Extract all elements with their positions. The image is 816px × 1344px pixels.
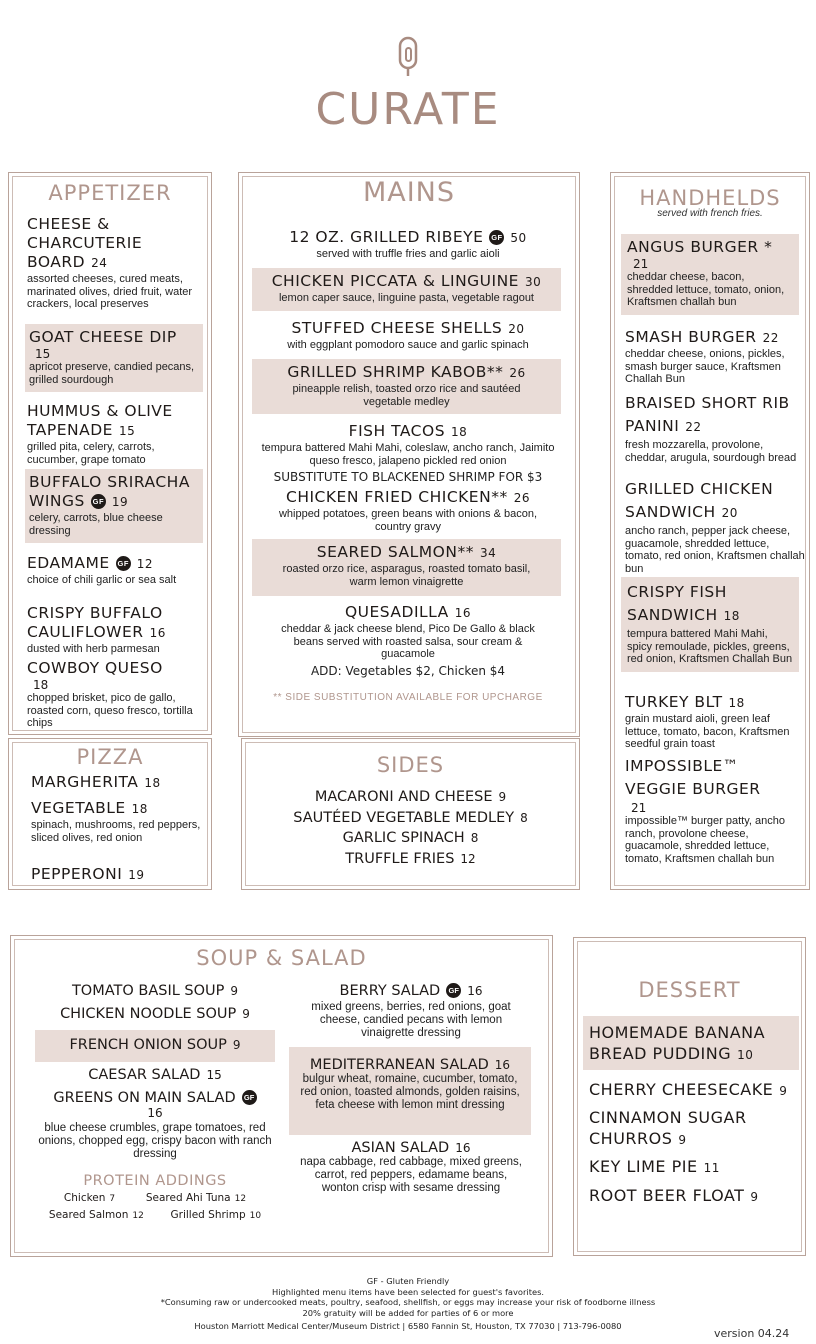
mains-footnote: ** SIDE SUBSTITUTION AVAILABLE FOR UPCHARGE <box>273 692 543 703</box>
item-price: 12 <box>136 557 153 571</box>
soup-item: CHICKEN NOODLE SOUP 9 <box>60 1006 250 1022</box>
soup-salad-title: SOUP & SALAD <box>196 946 367 970</box>
sides-panel <box>241 738 580 890</box>
item-desc: ancho ranch, pepper jack cheese, guacamole, shredded lettuce, tomato, red onion, Kraftsmen challah bun <box>625 525 805 575</box>
item-name: COWBOY QUESO <box>27 659 163 677</box>
menu-item <box>27 550 197 587</box>
menu-item-highlighted <box>252 268 561 311</box>
item-price: 21 <box>633 257 649 271</box>
menu-item <box>589 1156 794 1179</box>
item-desc: grain mustard aioli, green leaf lettuce, tomato, bacon, Kraftsmen seedful grain toast <box>625 713 790 750</box>
item-name: CRISPY FISH SANDWICH <box>627 583 727 624</box>
item-name: VEGETABLE <box>31 799 126 817</box>
item-price: 16 <box>454 606 472 620</box>
handhelds-panel <box>610 172 810 890</box>
item-name: ANGUS BURGER * <box>627 238 773 256</box>
item-desc: dusted with herb parmesan <box>27 643 160 655</box>
item-desc: served with truffle fries and garlic aioli <box>316 248 500 260</box>
item-note: SUBSTITUTE TO BLACKENED SHRIMP FOR $3 <box>273 470 543 484</box>
item-name: CINNAMON SUGAR CHURROS <box>589 1108 747 1148</box>
item-name: CHEESE & CHARCUTERIE BOARD <box>27 215 143 271</box>
menu-item <box>625 478 805 575</box>
menu-item <box>625 755 805 865</box>
item-desc: fresh mozzarella, provolone, cheddar, arugula, sourdough bread <box>625 439 797 464</box>
footer-address: Houston Marriott Medical Center/Museum District | 6580 Fannin St, Houston, TX 77030 | 713-796-0080 <box>194 1321 622 1332</box>
menu-item <box>253 228 563 261</box>
item-name: GOAT CHEESE DIP <box>29 328 177 346</box>
gf-icon: GF <box>116 556 131 571</box>
menu-item <box>589 1107 774 1151</box>
menu-item <box>27 398 197 466</box>
item-price: 24 <box>91 256 108 270</box>
item-name: IMPOSSIBLE™ VEGGIE BURGER <box>625 757 761 798</box>
item-price: 22 <box>762 331 779 345</box>
menu-item <box>27 600 197 656</box>
item-desc: celery, carrots, blue cheese dressing <box>29 512 163 537</box>
item-name: CHERRY CHEESECAKE <box>589 1080 774 1099</box>
menu-item <box>589 1079 794 1102</box>
item-price: 11 <box>703 1161 720 1175</box>
item-name: CRISPY BUFFALO CAULIFLOWER <box>27 604 163 641</box>
item-name: STUFFED CHEESE SHELLS <box>291 319 503 337</box>
item-price: 18 <box>131 802 148 816</box>
gf-icon: GF <box>489 230 504 245</box>
item-price: 50 <box>510 231 527 245</box>
item-name: BRAISED SHORT RIB PANINI <box>625 394 790 435</box>
item-desc: tempura battered Mahi Mahi, spicy remoulade, pickles, greens, red onion, Kraftsmen Challah Bun <box>627 628 793 665</box>
item-name: PEPPERONI <box>31 865 123 883</box>
item-price: 9 <box>779 1084 788 1098</box>
mains-panel <box>238 172 580 737</box>
logo-mark-icon <box>396 36 420 78</box>
pizza-panel <box>8 738 212 890</box>
footer-highlight-note: Highlighted menu items have been selected for guest's favorites. <box>271 1286 545 1297</box>
salad-item: ASIAN SALAD 16 napa cabbage, red cabbage, mixed greens, carrot, red peppers, edamame beans, wonton crisp with sesame dressing <box>300 1140 522 1194</box>
appetizer-title: APPETIZER <box>48 181 172 205</box>
soup-item: TOMATO BASIL SOUP 9 <box>71 983 239 999</box>
item-desc: grilled pita, celery, carrots, cucumber, grape tomato <box>27 441 155 466</box>
item-price: 19 <box>128 868 145 882</box>
dessert-panel <box>573 937 806 1256</box>
menu-item-highlighted <box>621 577 799 672</box>
item-price: 18 <box>451 425 468 439</box>
menu-item <box>589 1185 794 1208</box>
salad-item: GREENS ON MAIN SALAD GF 16 blue cheese crumbles, grape tomatoes, red onions, chopped egg, crispy bacon with ranch dressing <box>38 1090 272 1160</box>
item-price: 16 <box>149 626 166 640</box>
item-desc: cheddar & jack cheese blend, Pico De Gallo & black beans served with roasted salsa, sour cream & guacamole <box>281 623 535 660</box>
side-item: GARLIC SPINACH 8 <box>342 830 479 846</box>
item-price: 22 <box>685 420 702 434</box>
menu-item <box>27 655 197 730</box>
item-name: CHICKEN FRIED CHICKEN** <box>286 488 508 506</box>
item-desc: choice of chili garlic or sea salt <box>27 574 177 586</box>
protein-title: PROTEIN ADDINGS <box>83 1173 227 1189</box>
item-name: CHICKEN PICCATA & LINGUINE <box>271 272 519 290</box>
logo <box>0 36 816 135</box>
item-name: GRILLED CHICKEN SANDWICH <box>625 480 774 521</box>
item-price: 9 <box>678 1133 687 1147</box>
item-name: 12 OZ. GRILLED RIBEYE <box>289 228 484 246</box>
item-price: 34 <box>479 546 497 560</box>
footer-gratuity-note: 20% gratuity will be added for parties of 6 or more <box>302 1307 514 1318</box>
sides-title: SIDES <box>376 753 445 777</box>
pizza-title: PIZZA <box>76 745 144 769</box>
item-price: 18 <box>33 678 49 692</box>
side-item: TRUFFLE FRIES 12 <box>345 850 476 867</box>
item-name: KEY LIME PIE <box>589 1157 698 1176</box>
item-desc: with eggplant pomodoro sauce and garlic spinach <box>287 339 529 351</box>
item-desc: cheddar cheese, onions, pickles, smash burger sauce, Kraftsmen Challah Bun <box>625 348 785 385</box>
side-item: MACARONI AND CHEESE 9 <box>314 789 507 805</box>
menu-item <box>625 328 805 386</box>
menu-item <box>253 488 563 533</box>
item-desc: cheddar cheese, bacon, shredded lettuce, tomato, onion, Kraftsmen challah bun <box>627 271 785 308</box>
footer <box>0 1276 816 1332</box>
item-desc: whipped potatoes, green beans with onions & bacon, country gravy <box>278 508 538 533</box>
gf-icon: GF <box>91 494 106 509</box>
menu-item <box>31 865 201 885</box>
menu-item <box>27 211 197 311</box>
item-desc: tempura battered Mahi Mahi, coleslaw, ancho ranch, Jaimito queso fresco, jalapeno pickled red onion <box>261 442 555 467</box>
item-price: 26 <box>513 491 530 505</box>
item-price: 19 <box>111 495 129 509</box>
sides-list <box>242 787 579 869</box>
menu-item-highlighted <box>583 1016 799 1070</box>
item-price: 9 <box>750 1190 759 1204</box>
menu-item <box>253 422 563 484</box>
menu-item-highlighted <box>25 469 203 543</box>
item-name: SMASH BURGER <box>625 328 757 346</box>
footer-consumption-warning: *Consuming raw or undercooked meats, poultry, seafood, shellfish, or eggs may increase your risk of foodborne illness <box>160 1297 656 1308</box>
item-price: 15 <box>118 424 136 438</box>
item-desc: pineapple relish, toasted orzo rice and sautéed vegetable medley <box>292 383 521 408</box>
menu-item <box>31 773 201 793</box>
item-desc: impossible™ burger patty, ancho ranch, provolone cheese, guacamole, shredded lettuce, tomato, Kraftsmen challah bun <box>625 815 785 865</box>
item-price: 18 <box>728 696 745 710</box>
menu-item <box>31 799 201 844</box>
item-name: GRILLED SHRIMP KABOB** <box>287 363 504 381</box>
menu-item-highlighted <box>25 324 203 392</box>
item-name: QUESADILLA <box>344 603 449 621</box>
handhelds-subtitle: served with french fries. <box>657 208 763 219</box>
item-name: HOMEMADE BANANA BREAD PUDDING <box>589 1023 766 1063</box>
salad-item-highlighted: MEDITERRANEAN SALAD 16 bulgur wheat, romaine, cucumber, tomato, red onion, toasted almonds, golden raisins, feta cheese with lemon mint dressing <box>289 1047 531 1135</box>
item-name: BUFFALO SRIRACHA WINGS <box>29 473 190 510</box>
protein-addings: PROTEIN ADDINGS Chicken 7 Seared Ahi Tuna 12 Seared Salmon 12 Grilled Shrimp 10 <box>31 1173 279 1221</box>
menu-item <box>253 319 563 352</box>
item-note: ADD: Vegetables $2, Chicken $4 <box>310 663 506 678</box>
item-price: 15 <box>35 347 51 361</box>
menu-item <box>625 693 805 751</box>
menu-item <box>625 392 805 464</box>
gf-icon: GF <box>242 1090 257 1105</box>
item-desc: roasted orzo rice, asparagus, roasted tomato basil, warm lemon vinaigrette <box>282 563 531 588</box>
item-name: ROOT BEER FLOAT <box>589 1186 745 1205</box>
item-desc: apricot preserve, candied pecans, grilled sourdough <box>29 361 195 386</box>
menu-item <box>253 603 563 678</box>
logo-wordmark: CURATE <box>315 84 501 135</box>
item-desc: spinach, mushrooms, red peppers, sliced olives, red onion <box>31 819 201 844</box>
handhelds-title: HANDHELDS <box>639 186 781 210</box>
gf-icon: GF <box>446 983 461 998</box>
soup-item-highlighted: FRENCH ONION SOUP 9 <box>35 1030 275 1062</box>
item-price: 10 <box>737 1048 754 1062</box>
item-name: MARGHERITA <box>31 773 139 791</box>
menu-item-highlighted <box>252 359 561 414</box>
version-label: version 04.24 <box>714 1327 790 1340</box>
appetizer-panel <box>8 172 212 735</box>
item-price: 21 <box>631 801 647 815</box>
item-desc: lemon caper sauce, linguine pasta, vegetable ragout <box>278 292 534 304</box>
salad-item: BERRY SALAD GF 16 mixed greens, berries, red onions, goat cheese, candied pecans with lemon vinaigrette dressing <box>311 983 511 1039</box>
soup-salad-panel <box>10 935 553 1257</box>
item-desc: assorted cheeses, cured meats, marinated olives, dried fruit, water crackers, local preserves <box>27 273 193 310</box>
footer-gf-legend: GF - Gluten Friendly <box>366 1276 450 1286</box>
item-name: EDAMAME <box>27 554 110 572</box>
item-price: 18 <box>144 776 161 790</box>
item-price: 26 <box>509 366 526 380</box>
menu-item-highlighted <box>621 234 799 315</box>
item-price: 30 <box>524 275 542 289</box>
item-price: 20 <box>508 322 525 336</box>
side-item: SAUTÉED VEGETABLE MEDLEY 8 <box>293 809 528 826</box>
item-name: TURKEY BLT <box>625 693 723 711</box>
salad-item: CAESAR SALAD 15 <box>88 1067 222 1083</box>
item-name: HUMMUS & OLIVE TAPENADE <box>27 402 173 439</box>
item-price: 18 <box>723 609 740 623</box>
item-desc: chopped brisket, pico de gallo, roasted corn, queso fresco, tortilla chips <box>27 692 193 729</box>
dessert-title: DESSERT <box>638 978 741 1002</box>
mains-title: MAINS <box>362 177 456 208</box>
item-name: SEARED SALMON** <box>316 543 474 561</box>
item-price: 20 <box>721 506 738 520</box>
menu-item-highlighted <box>252 539 561 596</box>
item-name: FISH TACOS <box>348 422 446 440</box>
